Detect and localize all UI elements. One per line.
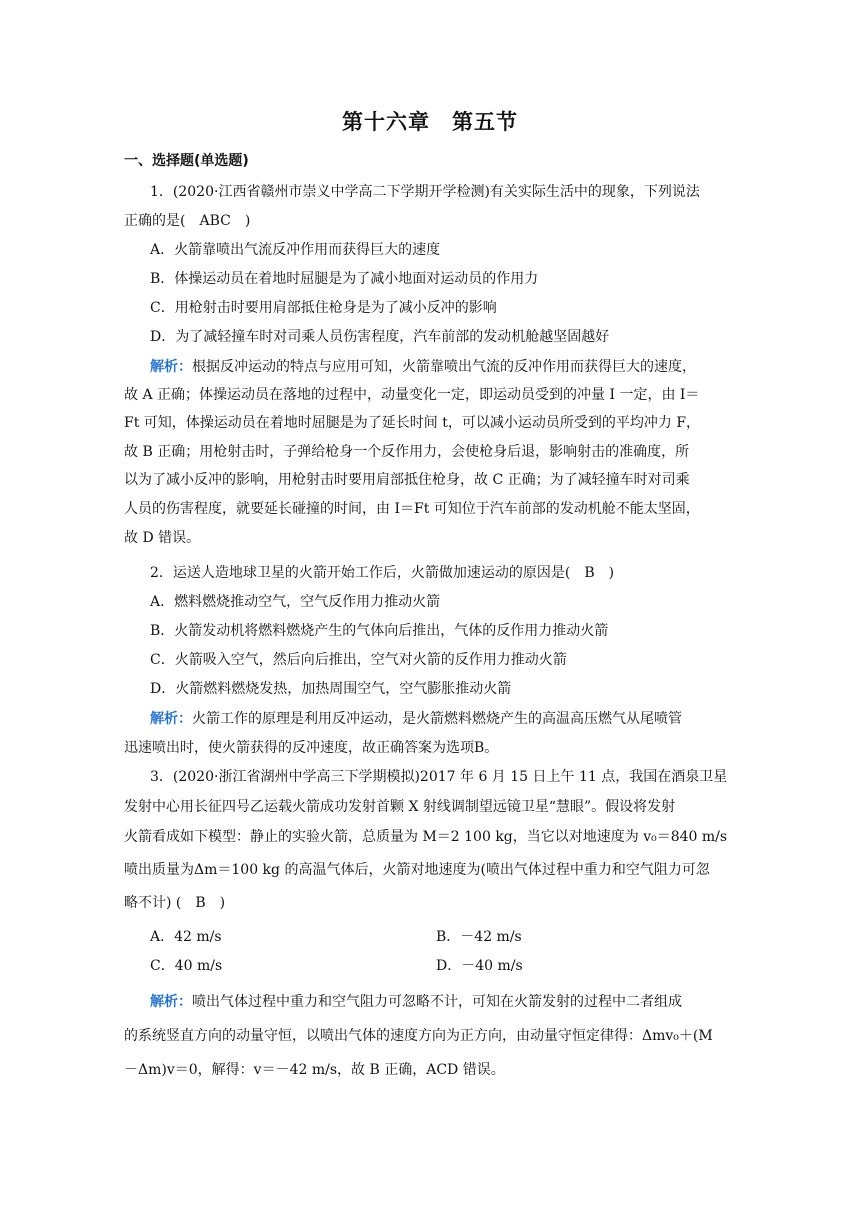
q3-analysis-line1 [150,992,736,1012]
q3-stem-line: 3．(2020·浙江省湖州中学高三下学期模拟)2017 年 6 月 15 日上午 11 点，我国在酒泉卫星 [150,769,728,785]
q2-analysis-label: 解析： [150,711,192,727]
q2-option-c: C．火箭吸入空气，然后向后推出，空气对火箭的反作用力推动火箭 [150,652,567,668]
q3-analysis-label: 解析： [150,994,192,1010]
q2-analysis-text: 火箭工作的原理是利用反冲运动，是火箭燃料燃烧产生的高温高压燃气从尾喷管 [192,711,682,727]
q3-stem-line: 略不计) ( B ) [124,895,226,911]
q2-stem: 2．运送人造地球卫星的火箭开始工作后，火箭做加速运动的原因是( B ) [150,565,615,581]
q2-option-a: A．燃料燃烧推动空气，空气反作用力推动火箭 [150,594,441,610]
q1-analysis-label: 解析： [150,359,192,375]
q2-option-d: D．火箭燃料燃烧发热，加热周围空气，空气膨胀推动火箭 [150,681,512,697]
q1-analysis-line: 以为了减小反冲的影响，用枪射击时要用肩部抵住枪身，故 C 正确；为了减轻撞车时对司乘 [124,472,690,488]
q1-analysis-line: Ft 可知，体操运动员在着地时屈腿是为了延长时间 t，可以减小运动员所受到的平均冲力 F， [124,415,701,431]
q1-analysis-line: 故 D 错误。 [124,530,201,546]
q1-analysis-line1 [150,357,736,377]
q1-analysis-text: 根据反冲运动的特点与应用可知，火箭靠喷出气流的反冲作用而获得巨大的速度， [192,359,696,375]
q3-option-b: B．－42 m/s [436,929,522,945]
section-heading: 一、选择题(单选题) [124,153,249,169]
q2-option-b: B．火箭发动机将燃料燃烧产生的气体向后推出，气体的反作用力推动火箭 [150,623,609,639]
q3-stem-line: 火箭看成如下模型：静止的实验火箭，总质量为 M＝2 100 kg，当它以对地速度为 v₀＝840 m/s [124,829,728,845]
q3-option-c: C．40 m/s [150,958,223,974]
q1-analysis-line: 故 A 正确；体操运动员在落地的过程中，动量变化一定，即运动员受到的冲量 I 一定，由 I＝ [124,387,700,403]
page-title: 第十六章 第五节 [342,110,518,134]
q3-analysis-line: －Δm)v＝0，解得：v＝－42 m/s，故 B 正确，ACD 错误。 [124,1062,505,1078]
q3-analysis-text: 喷出气体过程中重力和空气阻力可忽略不计，可知在火箭发射的过程中二者组成 [192,994,682,1010]
q1-stem-line1: 1．(2020·江西省赣州市崇义中学高二下学期开学检测)有关实际生活中的现象，下列说法 [150,184,700,200]
q1-analysis-line: 人员的伤害程度，就要延长碰撞的时间，由 I＝Ft 可知位于汽车前部的发动机舱不能太坚固， [124,501,700,517]
q1-stem-line2: 正确的是( ABC ) [124,213,251,229]
q3-stem-line: 发射中心用长征四号乙运载火箭成功发射首颗 X 射线调制望远镜卫星“慧眼”。假设将发射 [124,799,676,815]
q3-stem-line: 喷出质量为Δm＝100 kg 的高温气体后，火箭对地速度为(喷出气体过程中重力和空气阻力可忽 [124,862,710,878]
q1-option-c: C．用枪射击时要用肩部抵住枪身是为了减小反冲的影响 [150,300,497,316]
q1-option-d: D．为了减轻撞车时对司乘人员伤害程度，汽车前部的发动机舱越坚固越好 [150,329,610,345]
q1-analysis-line: 故 B 正确；用枪射击时，子弹给枪身一个反作用力，会使枪身后退，影响射击的准确度，所 [124,444,690,460]
q2-analysis-line1 [150,709,736,729]
q2-analysis-line: 迅速喷出时，使火箭获得的反冲速度，故正确答案为选项B。 [124,740,499,756]
q3-analysis-line: 的系统竖直方向的动量守恒，以喷出气体的速度方向为正方向，由动量守恒定律得：Δmv₀＋(M [124,1028,713,1044]
q1-option-a: A．火箭靠喷出气流反冲作用而获得巨大的速度 [150,242,441,258]
q3-option-a: A．42 m/s [150,929,222,945]
q3-option-d: D．－40 m/s [436,958,523,974]
q1-option-b: B．体操运动员在着地时屈腿是为了减小地面对运动员的作用力 [150,271,539,287]
